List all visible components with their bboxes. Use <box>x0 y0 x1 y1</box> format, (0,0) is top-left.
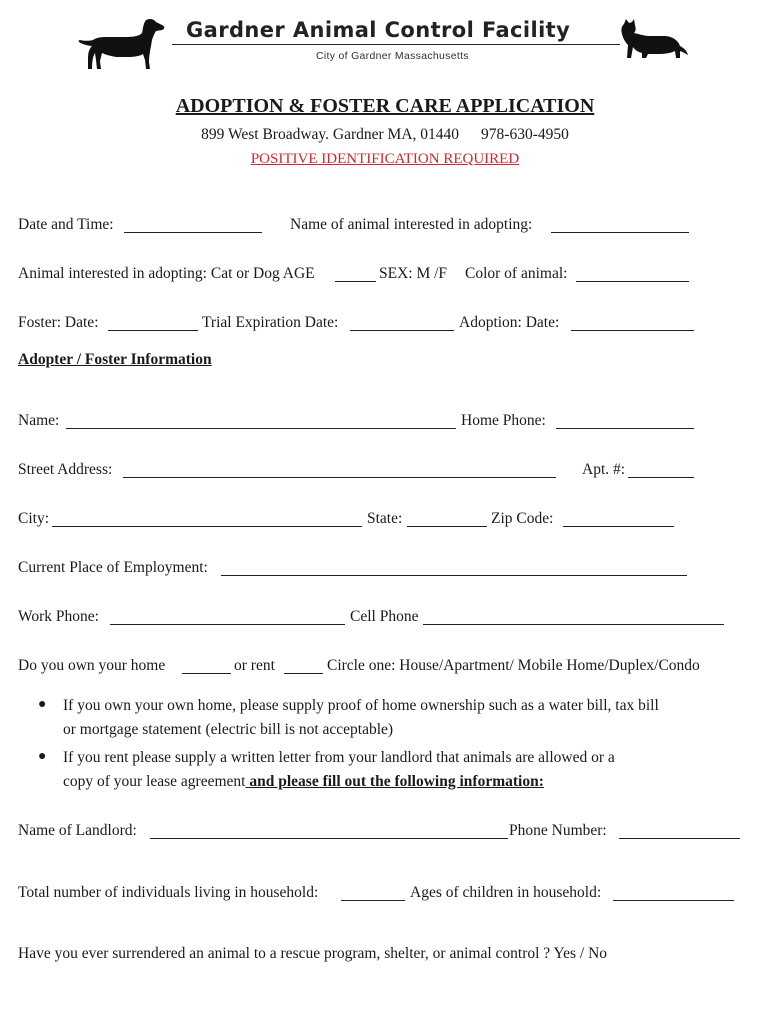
own-instruction-line-2: or mortgage statement (electric bill is not acceptable) <box>63 721 394 738</box>
section-heading: Adopter / Foster Information <box>18 351 212 368</box>
landlord-name-field[interactable] <box>150 837 508 839</box>
circle-one-label: Circle one: House/Apartment/ Mobile Home/Duplex/Condo <box>327 657 700 674</box>
bullet-dot: ● <box>38 749 47 764</box>
facility-name: Gardner Animal Control Facility <box>186 18 571 42</box>
form-title: ADOPTION & FOSTER CARE APPLICATION <box>175 95 595 117</box>
bullet-dot: ● <box>38 697 47 712</box>
foster-date-label: Foster: Date: <box>18 314 99 331</box>
rent-field[interactable] <box>284 672 323 674</box>
street-address-field[interactable] <box>123 476 556 478</box>
apt-label: Apt. #: <box>582 461 626 478</box>
rent-instruction <box>63 746 743 794</box>
employment-field[interactable] <box>221 574 687 576</box>
rent-instruction-line-1: If you rent please supply a written letter from your landlord that animals are allowed or a <box>63 749 615 766</box>
sex-label: SEX: M /F <box>379 265 448 282</box>
facility-address: 899 West Broadway. Gardner MA, 01440 <box>201 126 460 143</box>
home-phone-field[interactable] <box>556 427 694 429</box>
facility-phone: 978-630-4950 <box>481 126 569 143</box>
children-ages-label: Ages of children in household: <box>410 884 602 901</box>
address-line <box>0 126 770 144</box>
own-home-field[interactable] <box>182 672 231 674</box>
adoption-date-field[interactable] <box>571 329 694 331</box>
apt-field[interactable] <box>628 476 694 478</box>
zip-field[interactable] <box>563 525 674 527</box>
city-label: City: <box>18 510 50 527</box>
cell-phone-field[interactable] <box>423 623 724 625</box>
date-time-field[interactable] <box>124 231 262 233</box>
age-field[interactable] <box>335 280 376 282</box>
rent-label: or rent <box>234 657 275 674</box>
own-home-label: Do you own your home <box>18 657 166 674</box>
surrender-question: Have you ever surrendered an animal to a rescue program, shelter, or animal control ? Yes / No <box>18 945 608 962</box>
identification-notice: POSITIVE IDENTIFICATION REQUIRED <box>250 151 520 167</box>
dog-silhouette-icon <box>76 16 168 72</box>
own-home-instruction <box>63 694 743 742</box>
color-label: Color of animal: <box>465 265 568 282</box>
household-total-label: Total number of individuals living in household: <box>18 884 319 901</box>
date-time-label: Date and Time: <box>18 216 114 233</box>
cell-phone-label: Cell Phone <box>350 608 419 625</box>
rent-instruction-text: copy of your lease agreement <box>63 773 246 790</box>
adoption-date-label: Adoption: Date: <box>459 314 560 331</box>
animal-interest-label: Animal interested in adopting: Cat or Dog AGE <box>18 265 315 282</box>
state-label: State: <box>367 510 403 527</box>
landlord-phone-label: Phone Number: <box>509 822 607 839</box>
cat-silhouette-icon <box>618 18 690 62</box>
household-total-field[interactable] <box>341 899 405 901</box>
rent-instruction-line-2 <box>63 770 743 794</box>
name-label: Name: <box>18 412 60 429</box>
home-phone-label: Home Phone: <box>461 412 546 429</box>
employment-label: Current Place of Employment: <box>18 559 208 576</box>
work-phone-field[interactable] <box>110 623 345 625</box>
header-rule <box>172 44 620 45</box>
color-field[interactable] <box>576 280 689 282</box>
trial-expiration-field[interactable] <box>350 329 454 331</box>
foster-date-field[interactable] <box>108 329 198 331</box>
own-instruction-line-1: If you own your own home, please supply proof of home ownership such as a water bill, tax bill <box>63 697 659 714</box>
animal-name-field[interactable] <box>551 231 689 233</box>
fill-out-instruction: and please fill out the following information: <box>245 773 544 790</box>
children-ages-field[interactable] <box>613 899 734 901</box>
city-field[interactable] <box>52 525 362 527</box>
work-phone-label: Work Phone: <box>18 608 99 625</box>
landlord-phone-field[interactable] <box>619 837 740 839</box>
state-field[interactable] <box>407 525 487 527</box>
trial-expiration-label: Trial Expiration Date: <box>202 314 339 331</box>
name-field[interactable] <box>66 427 456 429</box>
street-address-label: Street Address: <box>18 461 113 478</box>
zip-label: Zip Code: <box>491 510 554 527</box>
animal-name-label: Name of animal interested in adopting: <box>290 216 533 233</box>
city-line: City of Gardner Massachusetts <box>316 50 469 62</box>
landlord-name-label: Name of Landlord: <box>18 822 137 839</box>
